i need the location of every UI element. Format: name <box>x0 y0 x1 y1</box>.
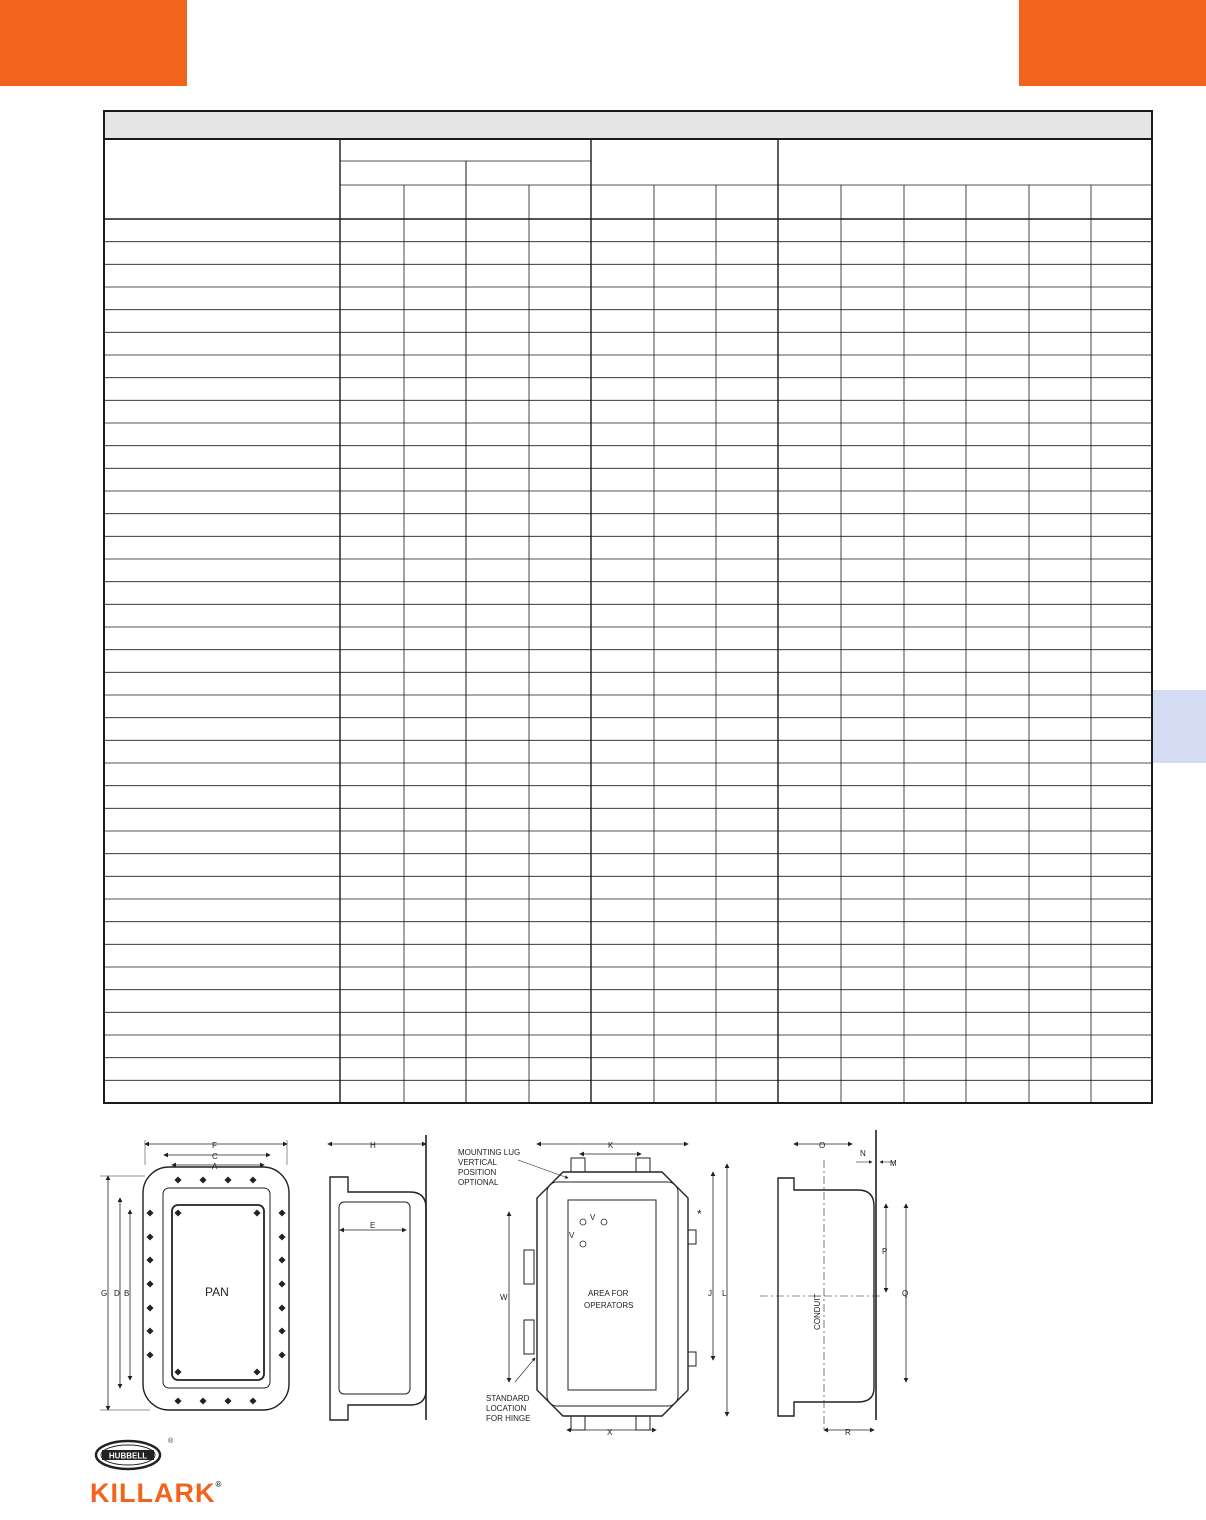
bolt <box>278 1209 285 1216</box>
mounting-lug-label-2: VERTICAL <box>458 1158 497 1167</box>
dim-label-x: X <box>607 1428 613 1437</box>
hinge-label-3: FOR HINGE <box>486 1414 531 1423</box>
dim-label-w: W <box>500 1293 508 1302</box>
bolt <box>253 1209 260 1216</box>
bolt <box>146 1209 153 1216</box>
dim-label-e: E <box>370 1221 376 1230</box>
bolt <box>278 1351 285 1358</box>
bolt <box>174 1209 181 1216</box>
bolt <box>174 1176 181 1183</box>
dim-label-h: H <box>370 1141 376 1150</box>
bolt <box>278 1233 285 1240</box>
dimension-table-grid <box>103 110 1153 1104</box>
dim-label-v1: V <box>590 1213 596 1222</box>
bolt <box>199 1176 206 1183</box>
area-label-2: OPERATORS <box>584 1301 634 1310</box>
dim-label-a: A <box>212 1162 218 1171</box>
side-view <box>328 1135 426 1420</box>
bolt <box>278 1304 285 1311</box>
pan-label: PAN <box>205 1285 229 1299</box>
bolt <box>174 1368 181 1375</box>
bolt <box>146 1256 153 1263</box>
header-accent-right <box>1019 0 1206 86</box>
asterisk-note: * <box>697 1207 702 1221</box>
dim-label-j: J <box>708 1289 712 1298</box>
dim-label-m: M <box>890 1159 897 1168</box>
killark-wordmark: KILLARK <box>90 1478 216 1508</box>
bolt <box>278 1280 285 1287</box>
dim-label-c: C <box>212 1152 218 1161</box>
mounting-lug-label-4: OPTIONAL <box>458 1178 499 1187</box>
dim-label-l: L <box>722 1289 727 1298</box>
dimension-table <box>103 110 1153 1104</box>
area-label-1: AREA FOR <box>588 1289 629 1298</box>
bolt <box>146 1327 153 1334</box>
bolt <box>249 1176 256 1183</box>
dim-label-v2: V <box>569 1231 575 1240</box>
technical-drawings <box>0 1120 1206 1445</box>
bolt <box>278 1256 285 1263</box>
dim-label-p: P <box>882 1247 888 1256</box>
dim-label-k: K <box>608 1141 614 1150</box>
bolt <box>174 1397 181 1404</box>
killark-registered-mark: ® <box>215 1480 223 1489</box>
bolt <box>146 1233 153 1240</box>
header-accent-left <box>0 0 187 86</box>
dim-label-g: G <box>101 1289 108 1298</box>
conduit-label-vertical: CONDUIT <box>813 1293 822 1330</box>
dim-label-q: Q <box>902 1289 909 1298</box>
dim-label-d: D <box>114 1289 120 1298</box>
bolt <box>146 1351 153 1358</box>
bolt <box>253 1368 260 1375</box>
mounting-lug-label-1: MOUNTING LUG <box>458 1148 521 1157</box>
bolt <box>224 1397 231 1404</box>
dim-label-n: N <box>860 1149 866 1158</box>
mounting-lug-label-3: POSITION <box>458 1168 497 1177</box>
bolt <box>199 1397 206 1404</box>
bolt <box>249 1397 256 1404</box>
section-tab <box>1152 690 1206 763</box>
back-view <box>509 1144 727 1430</box>
dim-label-b: B <box>124 1289 130 1298</box>
bolt <box>278 1327 285 1334</box>
hubbell-registered-mark: ® <box>168 1438 174 1445</box>
bolt <box>224 1176 231 1183</box>
conduit-side-view <box>760 1130 909 1430</box>
table-border <box>104 111 1152 1103</box>
front-view <box>100 1140 289 1410</box>
dim-label-f: F <box>212 1141 217 1150</box>
dim-label-o: O <box>819 1141 826 1150</box>
hubbell-wordmark: HUBBELL <box>108 1451 148 1461</box>
bolt <box>146 1280 153 1287</box>
dim-label-r: R <box>845 1428 851 1437</box>
hinge-label-2: LOCATION <box>486 1404 527 1413</box>
drawings-svg <box>0 1120 1206 1440</box>
bolt <box>146 1304 153 1311</box>
hinge-label-1: STANDARD <box>486 1394 530 1403</box>
killark-logo <box>90 1478 222 1509</box>
table-title-band <box>104 111 1152 139</box>
